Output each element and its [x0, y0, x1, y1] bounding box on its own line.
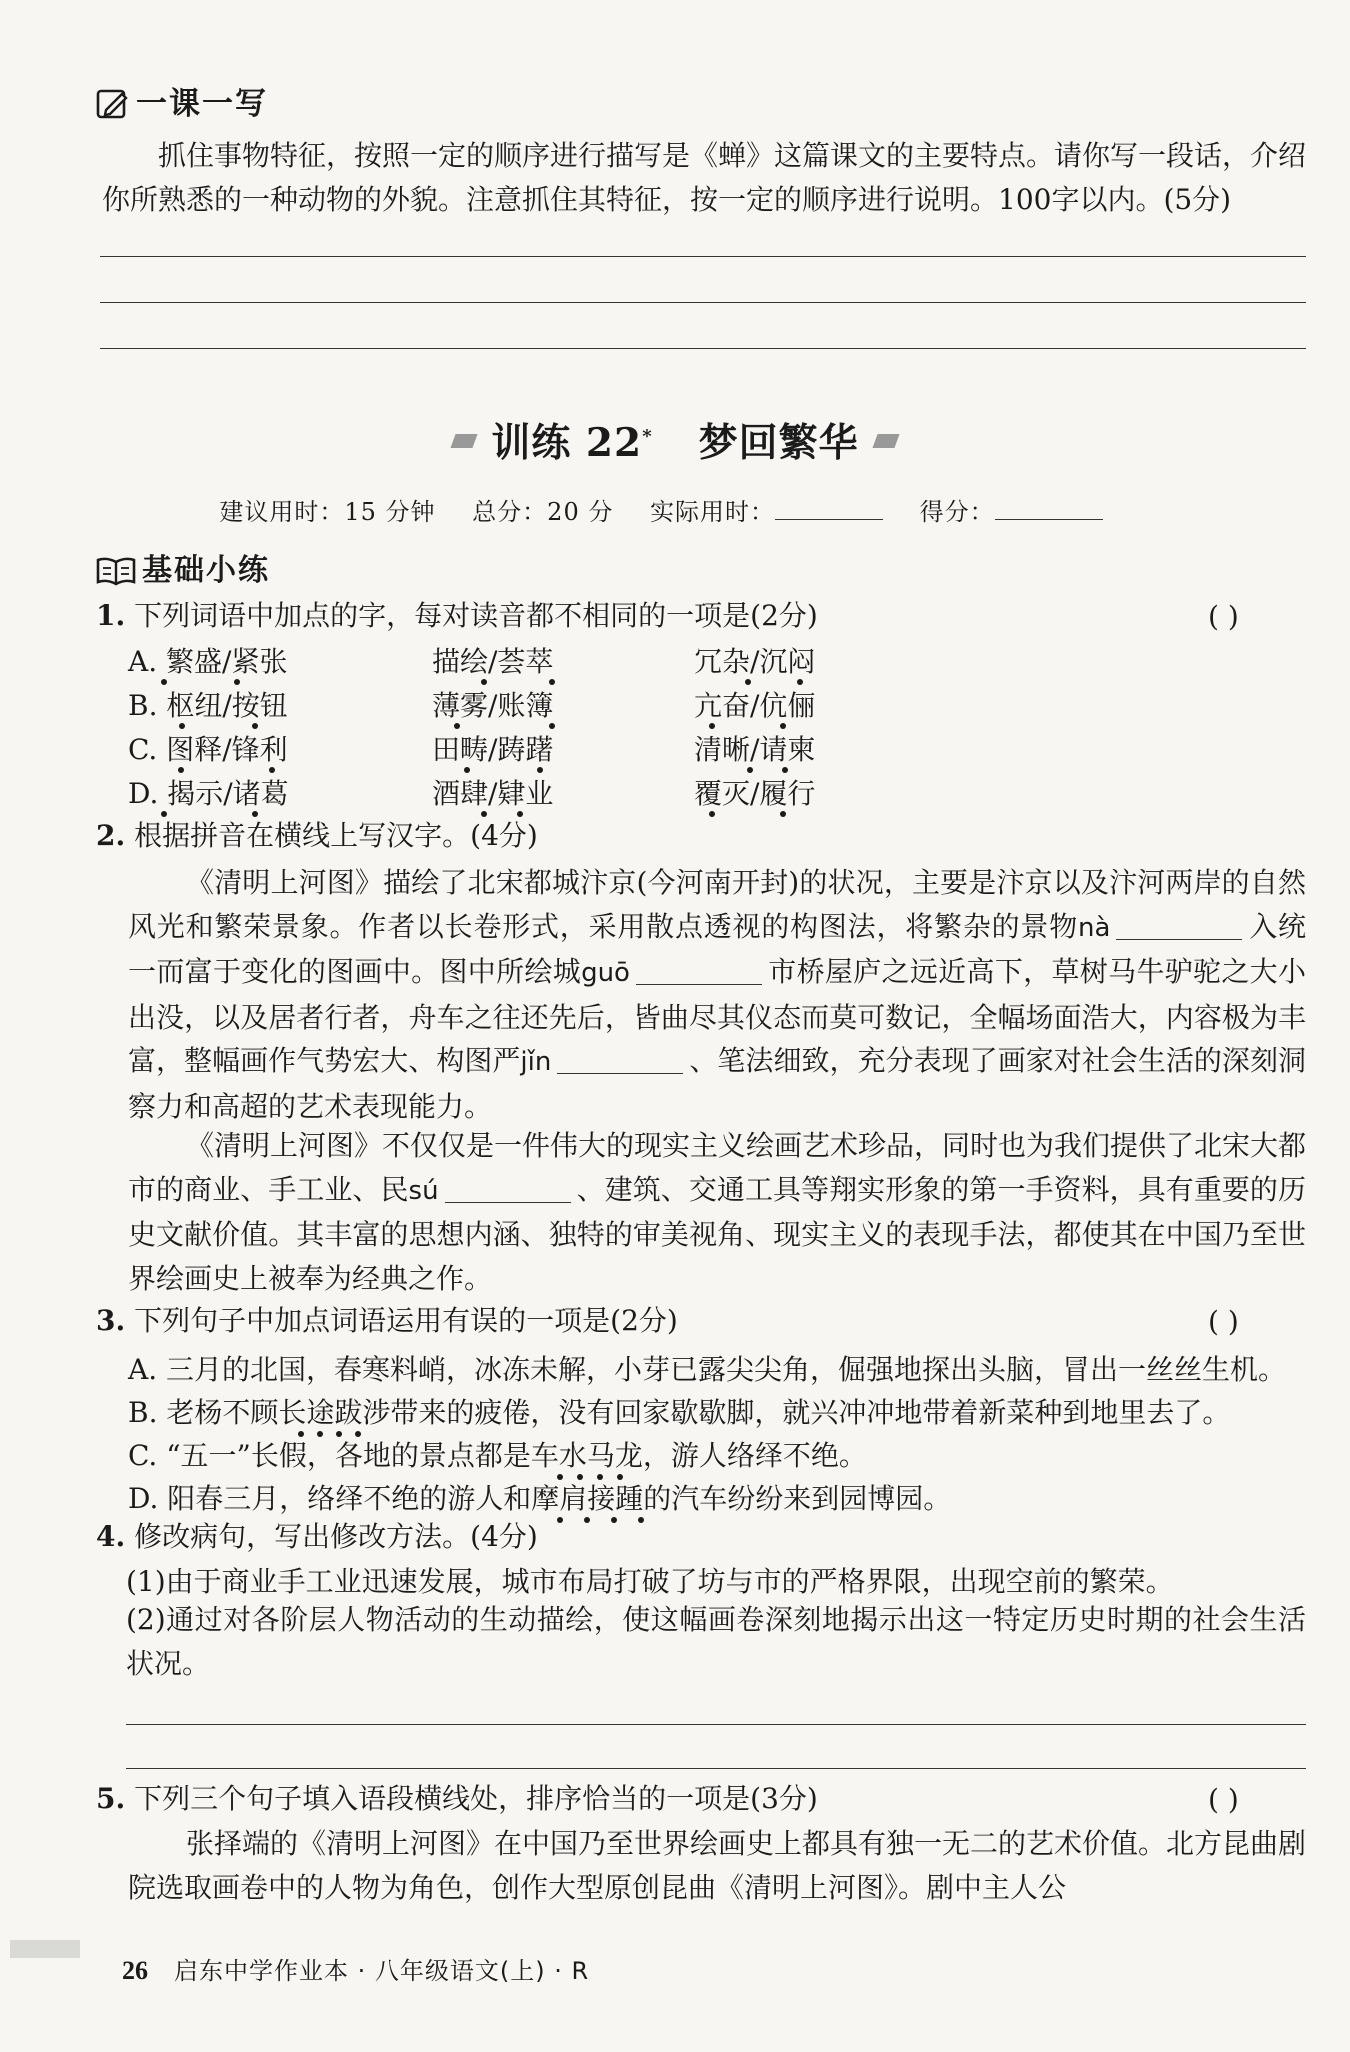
pinyin-jin: jǐn	[520, 1047, 552, 1077]
basic-section-title: 基础小练	[142, 553, 270, 588]
q2-text: 根据拼音在横线上写汉字。(4分)	[134, 819, 538, 852]
q4-sentence-2: (2)通过对各阶层人物活动的生动描绘，使这幅画卷深刻地揭示出这一特定历史时期的社会生活状况。	[126, 1603, 1306, 1680]
unit-number: 训练 22	[491, 420, 643, 466]
q5-number: 5.	[96, 1782, 126, 1815]
q2-p2-part-b: 、建筑、交通工具等翔实形象的第一手资料，具有重要的历史文献价值。其丰富的思想内涵、独特的审美视角、现实主义的表现手法，都使其在中国乃至世界绘画史上被奉为经典之作。	[128, 1172, 1306, 1295]
fill-blank-jin[interactable]	[557, 1045, 683, 1074]
pinyin-na: nà	[1077, 912, 1111, 943]
q2-paragraph-1	[128, 861, 1306, 1128]
q2-paragraph-2	[128, 1124, 1306, 1300]
book-title: 启东中学作业本 · 八年级语文(上) · R	[174, 1957, 590, 1985]
q5-answer-paren[interactable]: ( )	[1208, 1783, 1239, 1816]
unit-name: 梦回繁华	[698, 420, 859, 466]
q1-opt-c-1: C. 图释/锋利	[128, 733, 288, 766]
q4-stem	[96, 1516, 538, 1558]
q1-opt-a-1: A. 繁盛/紧张	[128, 645, 288, 678]
fill-blank-guo[interactable]	[636, 956, 762, 985]
suggested-time: 建议用时：15 分钟	[219, 498, 436, 526]
q1-opt-d-2: 酒肆/肄业	[432, 777, 554, 810]
q1-opt-c-2: 田畴/踌躇	[432, 733, 554, 766]
unit-mark: *	[642, 426, 653, 447]
write-section-title: 一课一写	[136, 86, 268, 122]
q1-answer-paren[interactable]: ( )	[1208, 600, 1239, 633]
q1-number: 1.	[96, 599, 126, 632]
q2-p1-part-d: 、笔法细致，充分表现了画家对社会生活的深刻洞察力和高超的艺术表现能力。	[128, 1044, 1306, 1123]
q5-text: 下列三个句子填入语段横线处，排序恰当的一项是(3分)	[134, 1782, 818, 1815]
q5-stem	[96, 1778, 818, 1820]
q1-opt-a-2: 描绘/荟萃	[432, 645, 554, 678]
q3-option-a: A. 三月的北国，春寒料峭，冰冻未解，小芽已露尖尖角，倔强地探出头脑，冒出一丝丝生机。	[128, 1353, 1287, 1386]
page-edge-mark	[10, 1940, 80, 1958]
page-footer	[122, 1951, 589, 1986]
q1-opt-d-3: 覆灭/履行	[694, 777, 816, 810]
q1-opt-c-3: 清晰/请柬	[694, 733, 816, 766]
q4-number: 4.	[96, 1520, 126, 1553]
pinyin-su: sú	[408, 1175, 439, 1206]
write-prompt-line-2: 你所熟悉的一种动物的外貌。注意抓住其特征，按一定的顺序进行说明。100字以内。(5分)	[102, 183, 1232, 216]
q3-stem	[96, 1300, 678, 1342]
q2-p1-part-b: 入统一而富于变化的图画中。图中所绘城	[128, 909, 1306, 988]
fill-blank-na[interactable]	[1116, 911, 1242, 940]
q4-answer-line-2[interactable]	[126, 1768, 1306, 1769]
write-prompt-line-1: 抓住事物特征，按照一定的顺序进行描写是《蝉》这篇课文的主要特点。请你写一段话，介绍	[158, 139, 1307, 172]
score-label: 得分：	[919, 498, 995, 526]
q3-text: 下列句子中加点词语运用有误的一项是(2分)	[134, 1304, 678, 1337]
q4-sentence-1: (1)由于商业手工业迅速发展，城市布局打破了坊与市的严格界限，出现空前的繁荣。	[126, 1565, 1174, 1598]
q1-text: 下列词语中加点的字，每对读音都不相同的一项是(2分)	[134, 599, 818, 632]
q3-option-c: C. “五一”长假，各地的景点都是车水马龙，游人络绎不绝。	[128, 1439, 867, 1472]
q4-answer-line-1[interactable]	[126, 1724, 1306, 1725]
page-number: 26	[122, 1956, 148, 1985]
q2-p2-part-a: 《清明上河图》不仅仅是一件伟大的现实主义绘画艺术珍品，同时也为我们提供了北宋大都市的商业、手工业、民	[128, 1129, 1307, 1206]
q2-number: 2.	[96, 819, 126, 852]
q1-opt-a-3: 冗杂/沉闷	[694, 645, 816, 678]
q2-stem	[96, 815, 538, 857]
q1-opt-b-2: 薄雾/账簿	[432, 689, 554, 722]
q3-option-b: B. 老杨不顾长途跋涉带来的疲倦，没有回家歇歇脚，就兴冲冲地带着新菜种到地里去了。	[128, 1396, 1231, 1429]
fill-blank-su[interactable]	[445, 1174, 571, 1203]
total-score: 总分：20 分	[472, 498, 614, 526]
q2-p1-part-c: 市桥屋庐之远近高下，草树马牛驴驼之大小出没，以及居者行者，舟车之往还先后，皆曲尽其仪态而莫可数记，全幅场面浩大，内容极为丰富，整幅画作气势宏大、构图严	[128, 955, 1306, 1077]
q3-answer-paren[interactable]: ( )	[1208, 1305, 1239, 1338]
q3-option-d: D. 阳春三月，络绎不绝的游人和摩肩接踵的汽车纷纷来到园博园。	[128, 1482, 952, 1515]
q2-p1-part-a: 《清明上河图》描绘了北宋都城汴京(今河南开封)的状况，主要是汴京以及汴河两岸的自然风光和繁荣景象。作者以长卷形式，采用散点透视的构图法，将繁杂的景物	[128, 866, 1306, 943]
actual-time-label: 实际用时：	[649, 498, 775, 526]
pinyin-guo: guō	[581, 958, 630, 988]
q4-text: 修改病句，写出修改方法。(4分)	[134, 1520, 538, 1553]
q3-number: 3.	[96, 1304, 126, 1337]
q5-passage: 张择端的《清明上河图》在中国乃至世界绘画史上都具有独一无二的艺术价值。北方昆曲剧院选取画卷中的人物为角色，创作大型原创昆曲《清明上河图》。剧中主人公	[128, 1827, 1307, 1904]
q1-opt-d-1: D. 揭示/诸葛	[128, 777, 289, 810]
q1-opt-b-3: 亢奋/伉俪	[694, 689, 816, 722]
q1-opt-b-1: B. 枢纽/按钮	[128, 689, 288, 722]
